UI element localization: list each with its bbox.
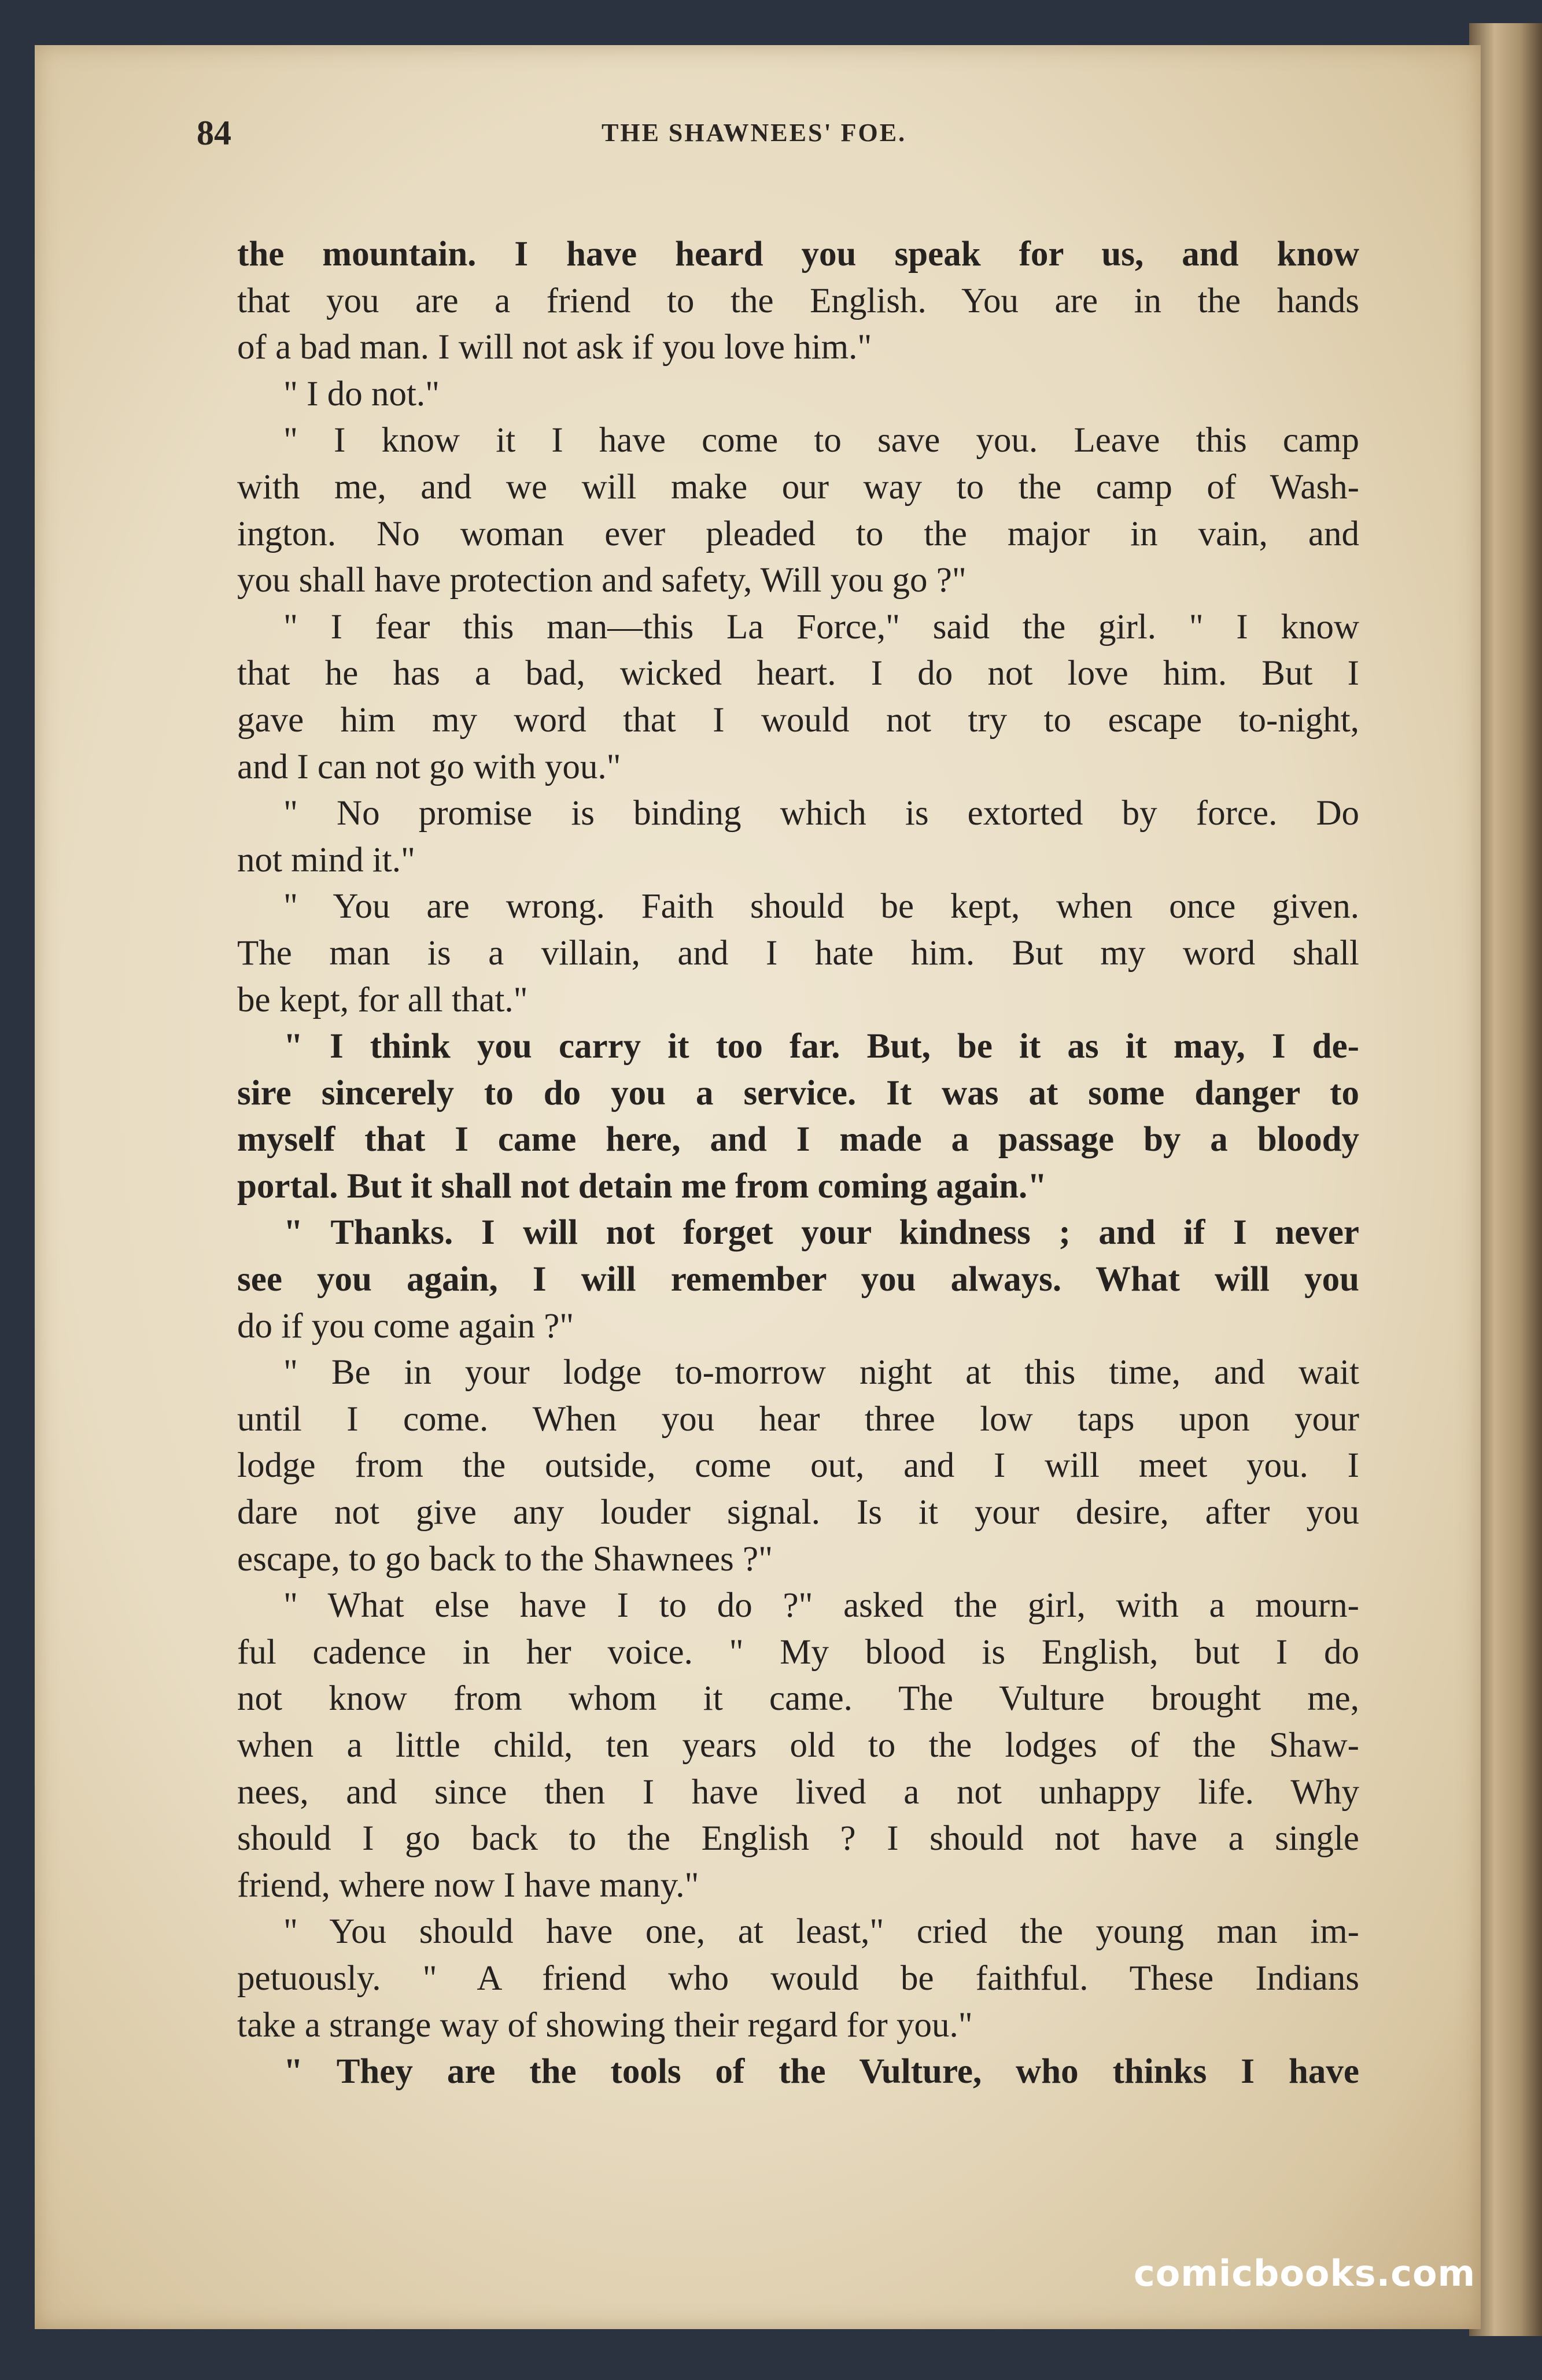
running-title: THE SHAWNEES' FOE. — [602, 119, 907, 147]
text-line: " You are wrong. Faith should be kept, when once given. — [283, 887, 1359, 926]
text-line: dare not give any louder signal. Is it your desire, after you — [237, 1493, 1359, 1532]
text-line: friend, where now I have many." — [237, 1865, 699, 1905]
text-line: do if you come again ?" — [237, 1306, 574, 1346]
text-line: " No promise is binding which is extorted by force. Do — [283, 794, 1359, 833]
page-number: 84 — [197, 114, 231, 152]
text-line: of a bad man. I will not ask if you love him." — [237, 328, 872, 367]
text-line: when a little child, ten years old to the lodges of the Shaw- — [237, 1726, 1359, 1765]
text-line: portal. But it shall not detain me from coming again." — [237, 1166, 1047, 1206]
text-line: until I come. When you hear three low taps upon your — [237, 1399, 1359, 1439]
running-head — [197, 104, 1411, 162]
watermark: comicbooks.com — [1134, 2252, 1476, 2294]
text-line: sire sincerely to do you a service. It was at some danger to — [237, 1073, 1359, 1113]
text-line: that he has a bad, wicked heart. I do not love him. But I — [237, 654, 1359, 693]
text-line: ful cadence in her voice. " My blood is English, but I do — [237, 1632, 1359, 1672]
text-line: should I go back to the English ? I should not have a single — [237, 1819, 1359, 1858]
text-line: lodge from the outside, come out, and I will meet you. I — [237, 1446, 1359, 1485]
text-line: nees, and since then I have lived a not unhappy life. Why — [237, 1772, 1359, 1812]
text-line: with me, and we will make our way to the camp of Wash- — [237, 467, 1359, 507]
text-line: escape, to go back to the Shawnees ?" — [237, 1539, 773, 1579]
text-line: the mountain. I have heard you speak for us, and know — [237, 235, 1359, 274]
body-text — [237, 231, 1359, 2096]
text-line: " I fear this man—this La Force," said the girl. " I know — [283, 607, 1359, 646]
text-line: " I think you carry it too far. But, be it as it may, I de- — [283, 1027, 1359, 1066]
text-line: ington. No woman ever pleaded to the major in vain, and — [237, 514, 1359, 553]
text-line: " Be in your lodge to-morrow night at this time, and wait — [283, 1353, 1359, 1392]
text-line: myself that I came here, and I made a passage by a bloody — [237, 1120, 1359, 1159]
text-line: you shall have protection and safety, Will you go ?" — [237, 561, 966, 600]
text-line: not mind it." — [237, 840, 415, 879]
text-line: not know from whom it came. The Vulture brought me, — [237, 1679, 1359, 1719]
text-line: " I do not." — [283, 374, 440, 413]
text-line: " I know it I have come to save you. Leave this camp — [283, 421, 1359, 460]
text-line: see you again, I will remember you always. What will you — [237, 1260, 1359, 1299]
text-line: petuously. " A friend who would be faithful. These Indians — [237, 1958, 1359, 1998]
text-line: be kept, for all that." — [237, 980, 528, 1019]
text-line: take a strange way of showing their regard for you." — [237, 2005, 973, 2045]
text-line: " What else have I to do ?" asked the girl, with a mourn- — [283, 1586, 1359, 1625]
text-line: The man is a villain, and I hate him. But my word shall — [237, 933, 1359, 973]
text-line: gave him my word that I would not try to escape to-night, — [237, 700, 1359, 740]
text-line: and I can not go with you." — [237, 747, 621, 786]
text-line: " Thanks. I will not forget your kindness ; and if I never — [283, 1213, 1359, 1252]
text-line: that you are a friend to the English. You are in the hands — [237, 281, 1359, 320]
text-line: " You should have one, at least," cried the young man im- — [283, 1912, 1359, 1952]
text-line: " They are the tools of the Vulture, who thinks I have — [283, 2052, 1359, 2091]
